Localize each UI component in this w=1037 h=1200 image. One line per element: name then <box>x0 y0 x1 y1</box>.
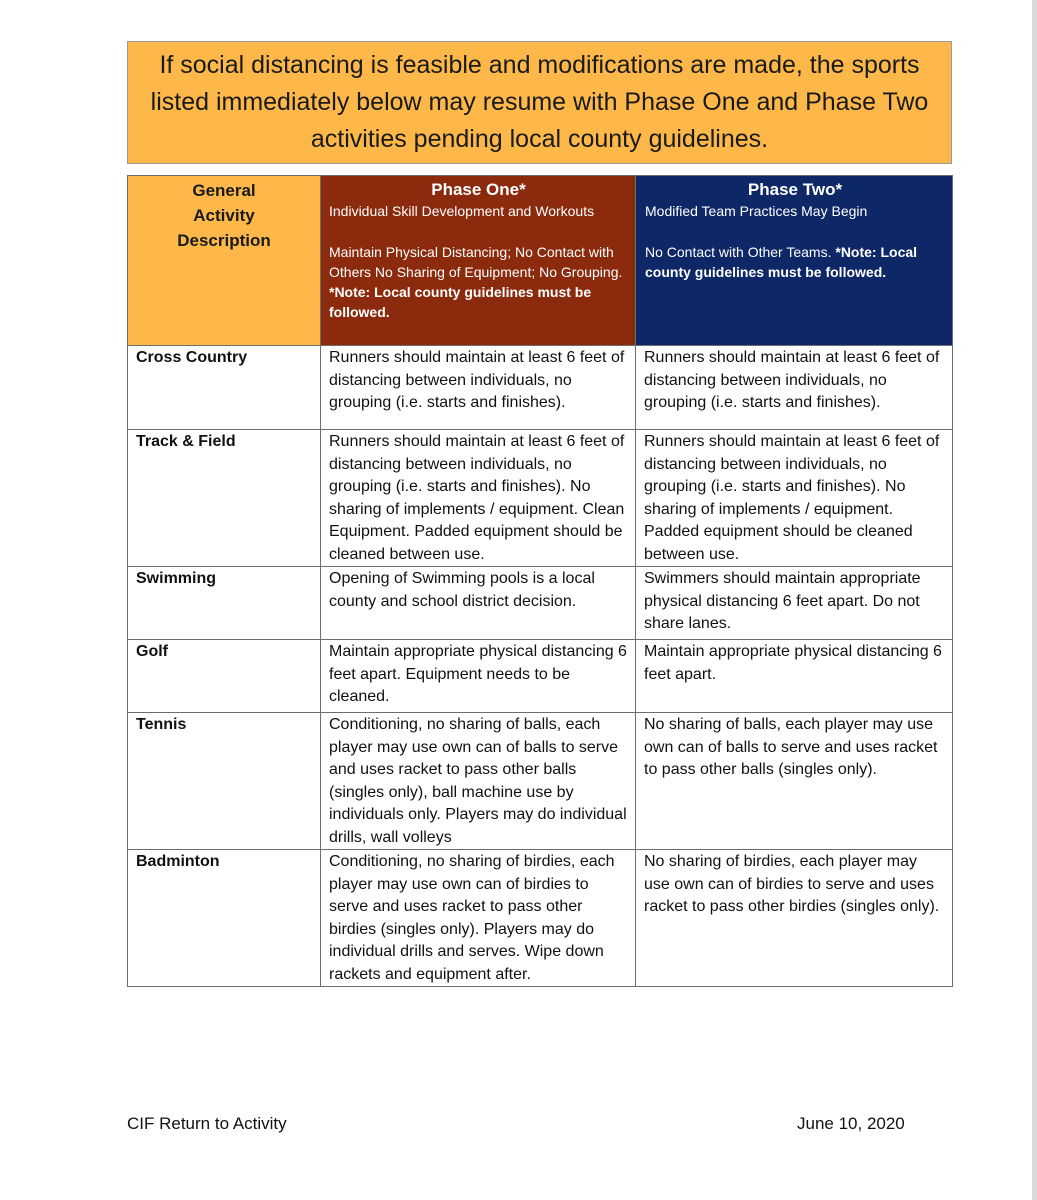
header-phase-one <box>321 176 636 346</box>
phase-one-cell: Opening of Swimming pools is a local county and school district decision. <box>321 567 636 640</box>
activity-table <box>127 175 953 987</box>
footer-date: June 10, 2020 <box>797 1114 905 1133</box>
phase-one-cell: Runners should maintain at least 6 feet of distancing between individuals, no grouping (i.e. starts and finishes). No sharing of implements / equipment. Clean Equipment. Padded equipment should be cleaned between use. <box>321 430 636 567</box>
footer-document-title: CIF Return to Activity <box>127 1114 287 1133</box>
header-general-activity <box>128 176 321 346</box>
sport-name: Tennis <box>128 713 321 850</box>
notice-banner <box>127 41 952 164</box>
header-phase-two <box>636 176 953 346</box>
phase-two-cell: Runners should maintain at least 6 feet of distancing between individuals, no grouping (i.e. starts and finishes). <box>636 346 953 430</box>
phase-one-note: *Note: Local county guidelines must be followed. <box>329 284 592 320</box>
phase-two-cell: No sharing of balls, each player may use own can of balls to serve and uses racket to pass other balls (singles only). <box>636 713 953 850</box>
table-row <box>128 567 953 640</box>
phase-one-cell: Conditioning, no sharing of birdies, each player may use own can of birdies to serve and uses racket to pass other birdies (singles only). Players may do individual drills and serves. Wipe down rackets and equipment after. <box>321 850 636 987</box>
phase-two-subtitle: Modified Team Practices May Begin <box>645 203 868 219</box>
phase-one-cell: Maintain appropriate physical distancing 6 feet apart. Equipment needs to be cleaned. <box>321 640 636 713</box>
phase-one-subtitle: Individual Skill Development and Workouts <box>329 203 595 219</box>
table-row <box>128 430 953 567</box>
phase-one-title: Phase One* <box>431 180 526 199</box>
sport-name: Badminton <box>128 850 321 987</box>
table-header-row <box>128 176 953 346</box>
phase-one-cell: Conditioning, no sharing of balls, each player may use own can of balls to serve and uses racket to pass other balls (singles only), ball machine use by individuals only. Players may do individual drills, wall volleys <box>321 713 636 850</box>
page-edge <box>1032 0 1037 1200</box>
phase-two-cell: Runners should maintain at least 6 feet of distancing between individuals, no grouping (i.e. starts and finishes). No sharing of implements / equipment. Padded equipment should be cleaned between use. <box>636 430 953 567</box>
sport-name: Cross Country <box>128 346 321 430</box>
phase-two-title: Phase Two* <box>747 180 843 199</box>
phase-two-rules-text: No Contact with Other Teams. <box>645 244 832 260</box>
phase-two-note: *Note: Local county guidelines must be followed. <box>645 244 918 280</box>
phase-two-rules <box>645 242 945 282</box>
sport-name: Track & Field <box>128 430 321 567</box>
phase-one-rules: Maintain Physical Distancing; No Contact with Others No Sharing of Equipment; No Grouping. <box>329 244 623 280</box>
phase-two-cell: No sharing of birdies, each player may use own can of birdies to serve and uses racket to pass other birdies (singles only). <box>636 850 953 987</box>
phase-one-cell: Runners should maintain at least 6 feet of distancing between individuals, no grouping (i.e. starts and finishes). <box>321 346 636 430</box>
table-row <box>128 640 953 713</box>
sport-name: Golf <box>128 640 321 713</box>
table-row <box>128 713 953 850</box>
sport-name: Swimming <box>128 567 321 640</box>
phase-two-cell: Maintain appropriate physical distancing 6 feet apart. <box>636 640 953 713</box>
phase-two-cell: Swimmers should maintain appropriate physical distancing 6 feet apart. Do not share lanes. <box>636 567 953 640</box>
header-general-label: General Activity Description <box>177 181 271 250</box>
table-row <box>128 850 953 987</box>
banner-text: If social distancing is feasible and modifications are made, the sports listed immediately below may resume with Phase One and Phase Two activities pending local county guidelines. <box>150 51 929 153</box>
table-row <box>128 346 953 430</box>
